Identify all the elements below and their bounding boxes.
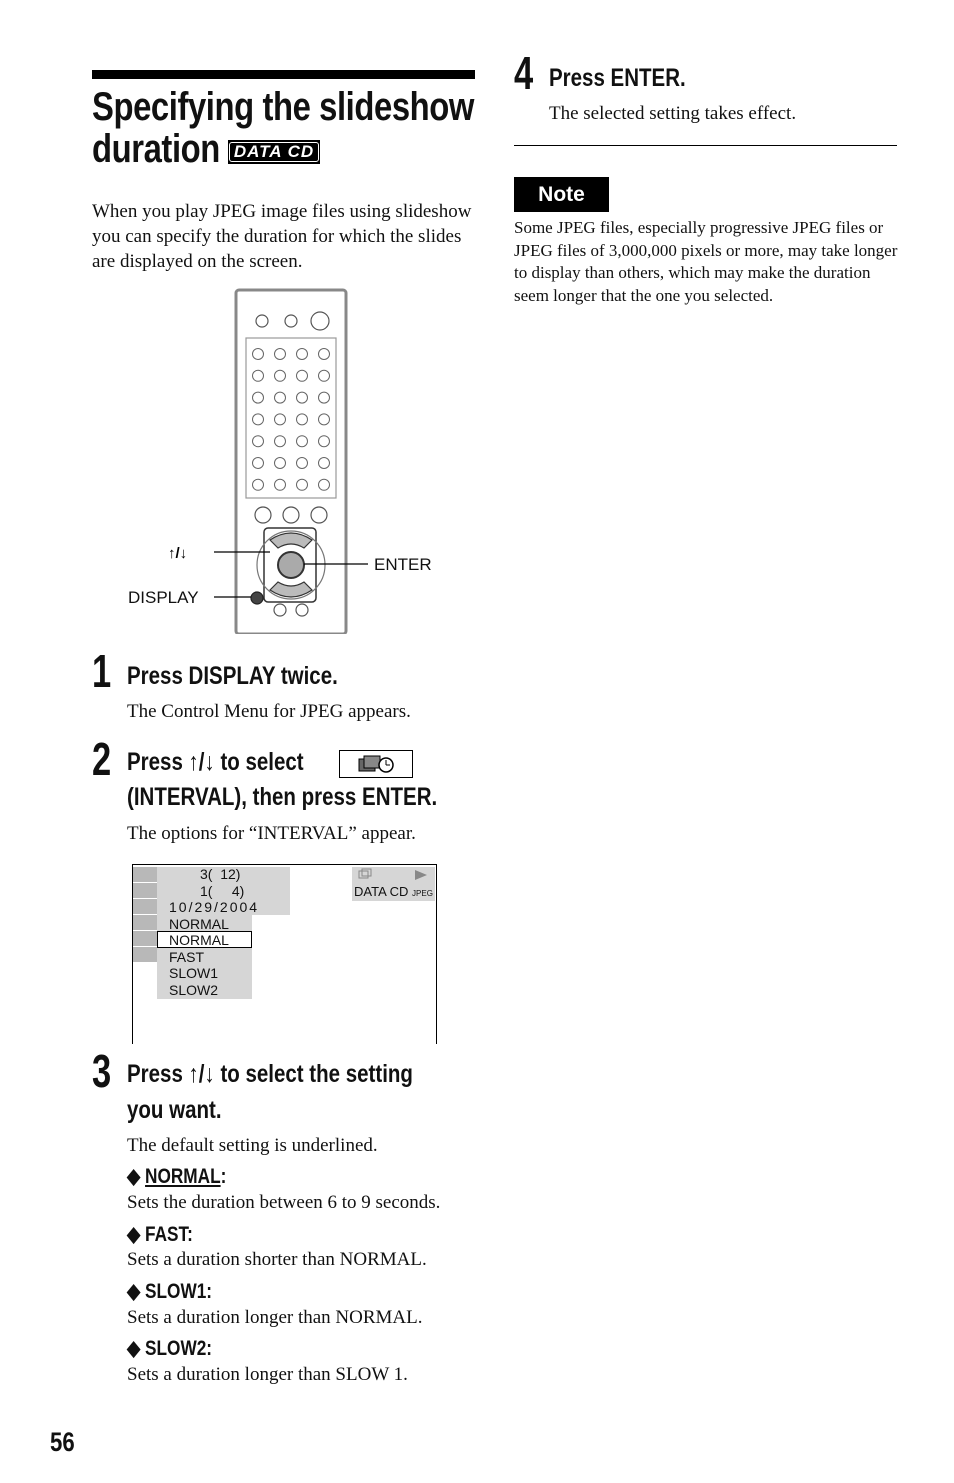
remote-button [319, 458, 330, 469]
bullet-icon: ◆ [127, 1223, 141, 1246]
step-1-heading: Press DISPLAY twice. [127, 662, 338, 690]
osd-track-count: 3( 12) [200, 866, 241, 882]
option-slow1-description: Sets a duration longer than NORMAL. [127, 1307, 423, 1328]
osd-icon-cell [133, 947, 157, 963]
interval-icon [339, 750, 413, 778]
osd-file-count: 1( 4) [200, 883, 245, 899]
bullet-icon: ◆ [127, 1280, 141, 1303]
step-1-number: 1 [92, 645, 112, 697]
osd-media-label [354, 884, 433, 903]
osd-icon-cell [133, 867, 157, 883]
remote-button [297, 458, 308, 469]
osd-media-subtype: JPEG [412, 889, 433, 898]
remote-button [297, 370, 308, 381]
option-slow2-heading [127, 1337, 212, 1361]
option-fast-description: Sets a duration shorter than NORMAL. [127, 1249, 427, 1270]
osd-screen [132, 864, 437, 1044]
option-slow1-heading [127, 1280, 212, 1304]
remote-button [319, 436, 330, 447]
osd-play-status-icons [357, 867, 435, 883]
remote-button [253, 392, 264, 403]
step-3-subtext: The default setting is underlined. [127, 1135, 378, 1156]
step-3-number: 3 [92, 1045, 112, 1097]
remote-button [297, 479, 308, 490]
step-4-number: 4 [514, 47, 534, 99]
title-rule [92, 70, 475, 79]
option-normal-name: NORMAL [145, 1165, 221, 1188]
option-slow1-name: SLOW1: [145, 1280, 213, 1303]
remote-control-illustration [120, 288, 450, 634]
osd-option-fast: FAST [169, 949, 205, 965]
remote-button [253, 479, 264, 490]
data-cd-badge-label: DATA CD [229, 142, 319, 162]
remote-button [319, 392, 330, 403]
remote-button [297, 349, 308, 360]
play-icon [415, 870, 427, 880]
remote-button [319, 370, 330, 381]
remote-button [275, 392, 286, 403]
page-title-line2: duration [92, 127, 220, 171]
option-fast-heading [127, 1223, 193, 1247]
remote-button [275, 458, 286, 469]
step-2-heading-b: (INTERVAL), then press ENTER. [127, 783, 438, 811]
remote-button [297, 392, 308, 403]
step-2-subtext: The options for “INTERVAL” appear. [127, 823, 416, 844]
step-4-subtext: The selected setting takes effect. [549, 103, 797, 124]
section-divider [514, 145, 897, 146]
option-slow2-description: Sets a duration longer than SLOW 1. [127, 1364, 408, 1385]
osd-icon-cell [133, 899, 157, 915]
option-normal-heading [127, 1165, 226, 1189]
osd-date: 10/29/2004 [169, 899, 260, 915]
step-4-heading: Press ENTER. [549, 64, 686, 92]
step-1-subtext: The Control Menu for JPEG appears. [127, 701, 411, 722]
osd-icon-cell [133, 883, 157, 899]
step-3-heading-b: you want. [127, 1096, 222, 1124]
note-badge: Note [514, 177, 609, 212]
option-slow2-name: SLOW2: [145, 1337, 213, 1360]
option-normal-description: Sets the duration between 6 to 9 seconds. [127, 1192, 441, 1213]
note-text: Some JPEG files, especially progressive JPEG files or JPEG files of 3,000,000 pixels or more, may take longer to display than others, which may make the duration seem longer that the one you selected. [514, 218, 898, 305]
remote-button [253, 414, 264, 425]
osd-icon-cell [133, 931, 157, 947]
step-3-heading-a: Press ↑/↓ to select the setting [127, 1060, 413, 1088]
page-number: 56 [50, 1427, 75, 1457]
remote-button [253, 436, 264, 447]
osd-current-value: NORMAL [169, 916, 229, 932]
remote-button [297, 414, 308, 425]
slideshow-icon [356, 753, 396, 775]
remote-button [253, 349, 264, 360]
remote-button [319, 414, 330, 425]
bullet-icon: ◆ [127, 1337, 141, 1360]
page-title-line1: Specifying the slideshow [92, 85, 475, 129]
remote-button [319, 479, 330, 490]
arrows-label: ↑/↓ [168, 545, 188, 562]
data-cd-badge [228, 140, 320, 164]
remote-button [275, 349, 286, 360]
remote-button [319, 349, 330, 360]
remote-number-buttons [253, 349, 330, 491]
option-normal-suffix: : [220, 1165, 227, 1188]
osd-option-slow2: SLOW2 [169, 982, 219, 998]
bullet-icon: ◆ [127, 1165, 141, 1188]
remote-button [253, 458, 264, 469]
remote-button [275, 414, 286, 425]
remote-button [275, 479, 286, 490]
remote-button [275, 370, 286, 381]
remote-button [275, 436, 286, 447]
option-fast-name: FAST: [145, 1223, 193, 1246]
display-label: DISPLAY [128, 588, 199, 607]
osd-option-slow1: SLOW1 [169, 965, 219, 981]
osd-option-normal: NORMAL [169, 932, 229, 948]
intro-paragraph: When you play JPEG image files using slideshow you can specify the duration for which the slides are displayed on the screen. [92, 201, 472, 272]
enter-label: ENTER [374, 555, 432, 574]
osd-media-type: DATA CD [354, 884, 409, 899]
remote-button [253, 370, 264, 381]
step-2-heading-a: Press ↑/↓ to select [127, 748, 304, 776]
osd-icon-cell [133, 915, 157, 931]
step-2-number: 2 [92, 733, 112, 785]
remote-button [297, 436, 308, 447]
